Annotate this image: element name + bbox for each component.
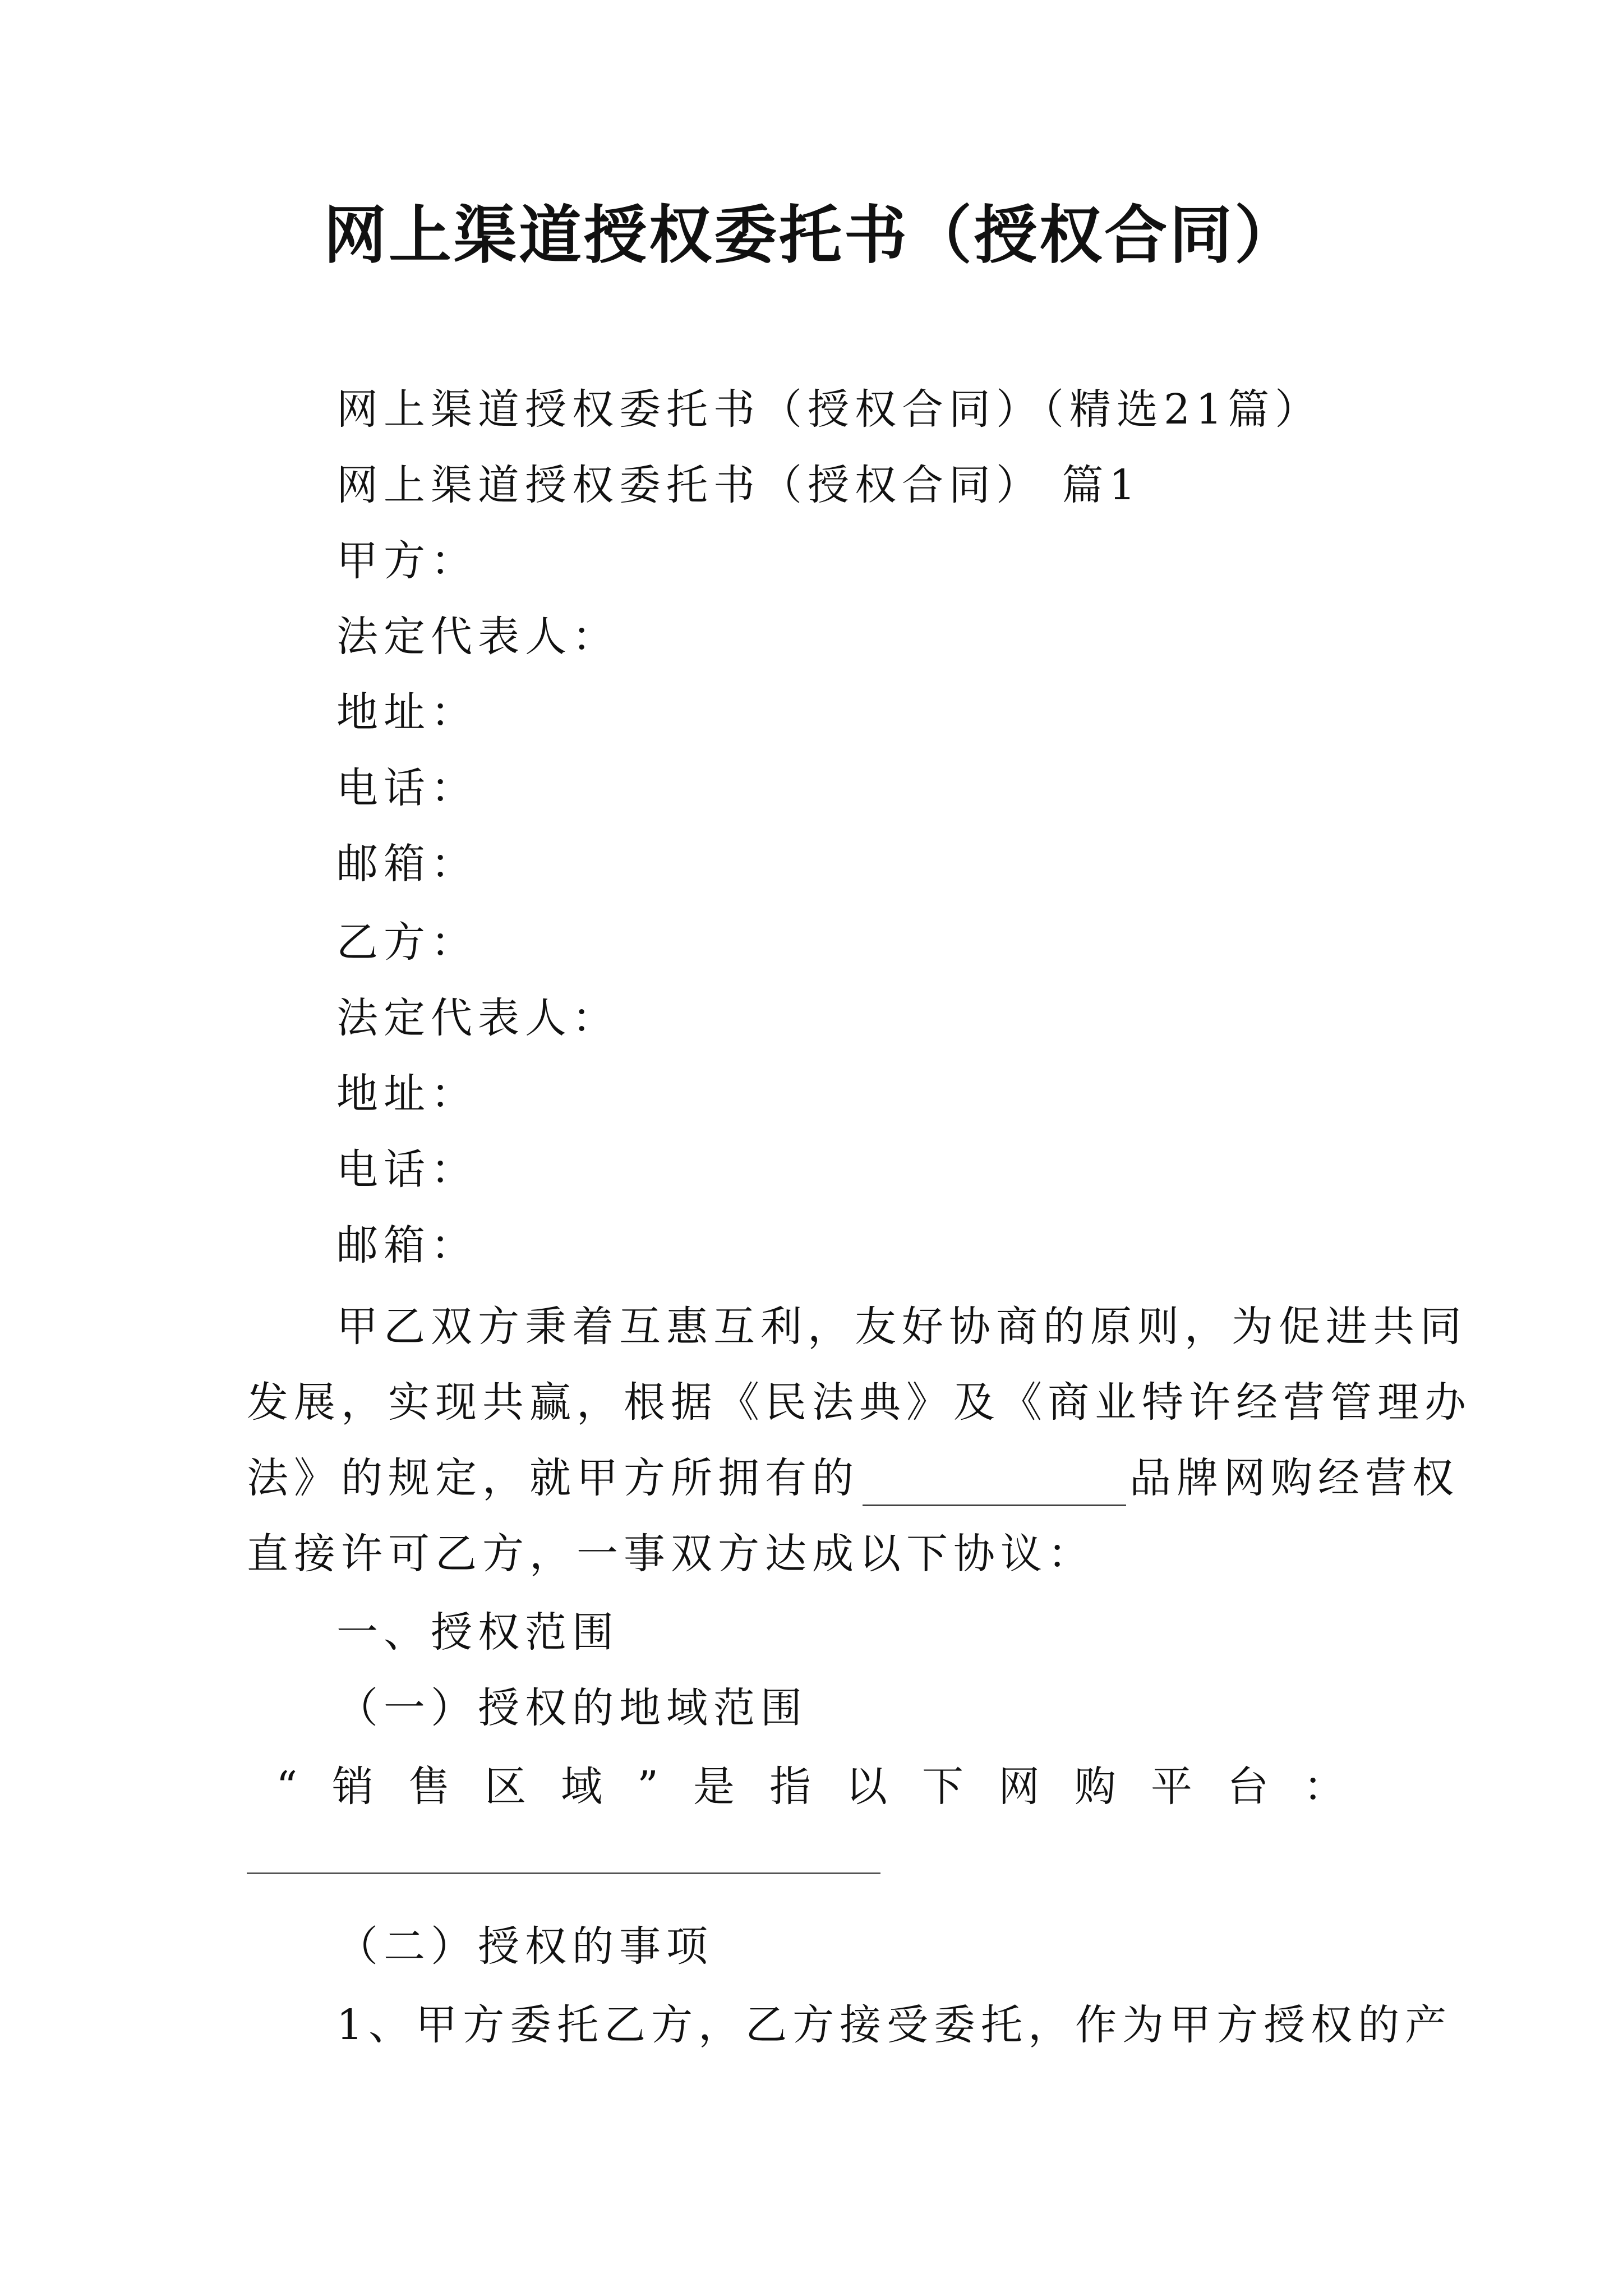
party-a-label: 甲方： [336, 537, 478, 585]
preamble-line-4: 直接许可乙方，一事双方达成以下协议： [247, 1530, 1095, 1578]
chapter-heading: 网上渠道授权委托书（授权合同） 篇1 [336, 461, 1141, 509]
preamble-line-3-after: 品牌网购经营权 [1129, 1454, 1459, 1502]
sales-region-blank-line [247, 1872, 880, 1874]
preamble-line-2: 发展，实现共赢，根据《民法典》及《商业特许经营管理办 [247, 1378, 1472, 1427]
document-subtitle: 网上渠道授权委托书（授权合同）（精选21篇） [336, 385, 1322, 434]
party-b-phone: 电话： [336, 1145, 478, 1194]
preamble-line-1: 甲乙双方秉着互惠互利，友好协商的原则，为促进共同 [336, 1303, 1467, 1351]
preamble-line-3-before: 法》的规定，就甲方所拥有的 [247, 1454, 859, 1502]
party-b-address: 地址： [336, 1070, 478, 1118]
party-b-email: 邮箱： [336, 1221, 478, 1269]
preamble-line-3 [247, 1450, 1459, 1506]
section-1-heading: 一、授权范围 [336, 1608, 619, 1657]
party-a-phone: 电话： [336, 764, 478, 812]
party-b-label: 乙方： [336, 918, 478, 967]
party-a-legal-rep: 法定代表人： [336, 613, 619, 661]
party-a-email: 邮箱： [336, 840, 478, 888]
party-b-legal-rep: 法定代表人： [336, 994, 619, 1042]
item-1-line: 1、甲方委托乙方，乙方接受委托，作为甲方授权的产 [336, 2001, 1453, 2049]
brand-name-blank [863, 1460, 1126, 1506]
section-1-2-heading: （二）授权的事项 [336, 1922, 713, 1971]
sales-region-line: “销售区域”是指以下网购平台： [276, 1763, 1380, 1811]
document-title: 网上渠道授权委托书（授权合同） [324, 199, 1299, 272]
section-1-1-heading: （一）授权的地域范围 [336, 1684, 808, 1732]
party-a-address: 地址： [336, 688, 478, 737]
